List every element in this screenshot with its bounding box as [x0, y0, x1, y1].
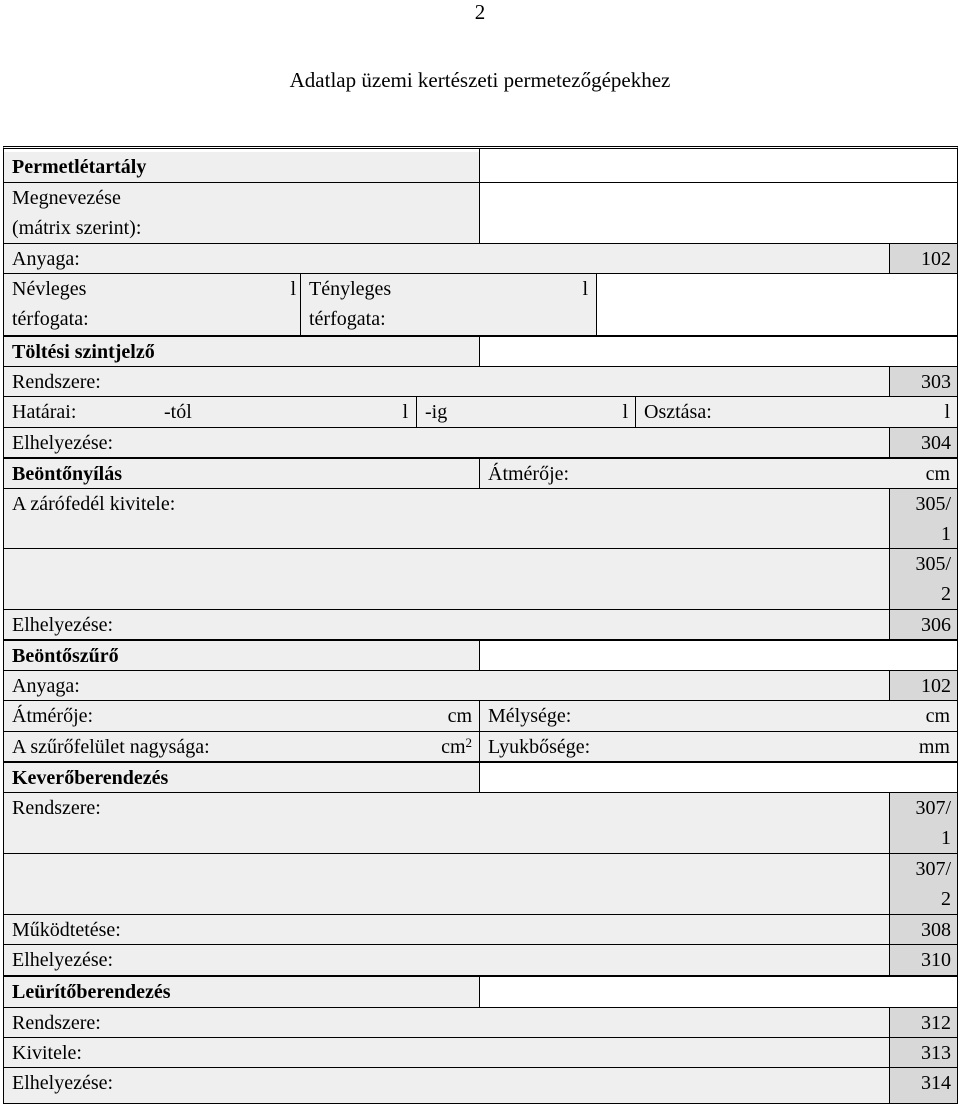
cap-design-field-2[interactable] [4, 549, 889, 609]
agitator-code2-line1: 307/ [915, 858, 951, 880]
actual-volume-unit: l [582, 278, 588, 300]
cap-design-code-2 [890, 549, 957, 609]
agitator-code1-line1: 307/ [915, 797, 951, 819]
actual-volume-field[interactable] [301, 274, 596, 335]
strainer-area-unit-base: cm [441, 736, 466, 758]
cap-design-field-1[interactable] [4, 489, 889, 548]
limits-label: Határai: [12, 401, 77, 423]
drain-design-field[interactable] [4, 1038, 889, 1067]
strainer-depth-field[interactable] [480, 701, 957, 731]
limits-to-unit: l [622, 401, 628, 423]
level-system-label: Rendszere: [12, 371, 101, 393]
agitator-drive-label: Működtetése: [12, 919, 121, 941]
tank-name-label-line1: Megnevezése [12, 187, 121, 209]
volume-empty-cell [597, 274, 957, 335]
page-number: 2 [474, 0, 486, 24]
drain-location-code: 314 [890, 1068, 957, 1103]
strainer-material-code: 102 [890, 671, 957, 700]
level-location-field[interactable] [4, 428, 889, 457]
drain-heading: Leürítőberendezés [4, 977, 479, 1007]
drain-design-code: 313 [890, 1038, 957, 1067]
nominal-volume-label-line1: Névleges [12, 278, 87, 300]
strainer-mesh-label: Lyukbősége: [488, 736, 591, 758]
cap-code2-line2: 2 [941, 583, 951, 605]
strainer-area-field[interactable] [4, 732, 479, 761]
filler-location-label: Elhelyezése: [12, 614, 114, 636]
tank-material-field[interactable] [4, 244, 889, 273]
cap-code1-line1: 305/ [915, 493, 951, 515]
agitator-location-code: 310 [890, 945, 957, 975]
strainer-area-unit-exponent: 2 [465, 735, 472, 750]
strainer-heading-field[interactable] [480, 641, 957, 670]
strainer-mesh-field[interactable] [480, 732, 957, 761]
agitator-system-code-2 [890, 854, 957, 914]
tank-heading-field[interactable] [480, 152, 956, 182]
agitator-system-code-1 [890, 793, 957, 853]
division-unit: l [944, 401, 950, 423]
strainer-material-field[interactable] [4, 671, 889, 700]
nominal-volume-label-line2: térfogata: [12, 308, 89, 330]
datasheet-form [3, 146, 958, 1104]
strainer-area-unit [414, 732, 478, 761]
strainer-depth-label: Mélysége: [488, 705, 572, 727]
drain-system-code: 312 [890, 1008, 957, 1037]
drain-heading-field[interactable] [480, 977, 957, 1007]
strainer-diameter-label: Átmérője: [12, 705, 94, 727]
level-indicator-heading: Töltési szintjelző [4, 337, 479, 366]
filler-location-field[interactable] [4, 610, 889, 639]
tank-name-label [4, 183, 479, 243]
agitator-drive-code: 308 [890, 915, 957, 944]
filler-diameter-field[interactable] [480, 459, 957, 488]
strainer-diameter-field[interactable] [4, 701, 479, 731]
drain-location-field[interactable] [4, 1068, 889, 1103]
tank-name-field[interactable] [480, 183, 956, 243]
tank-heading: Permetlétartály [4, 152, 479, 182]
cap-code1-line2: 1 [941, 523, 951, 545]
tank-name-label-line2: (mátrix szerint): [12, 217, 142, 239]
actual-volume-label-line2: térfogata: [309, 308, 386, 330]
strainer-depth-unit: cm [925, 705, 950, 727]
drain-design-label: Kivitele: [12, 1042, 82, 1064]
agitator-system-field-2[interactable] [4, 854, 889, 914]
level-location-label: Elhelyezése: [12, 432, 114, 454]
cap-design-label: A zárófedél kivitele: [12, 493, 176, 515]
nominal-volume-unit: l [290, 278, 296, 300]
level-system-code: 303 [890, 367, 957, 396]
strainer-material-label: Anyaga: [12, 675, 80, 697]
level-location-code: 304 [890, 428, 957, 457]
agitator-system-label: Rendszere: [12, 797, 101, 819]
agitator-code2-line2: 2 [941, 888, 951, 910]
tank-material-code: 102 [890, 244, 957, 273]
agitator-location-field[interactable] [4, 945, 889, 975]
drain-location-label: Elhelyezése: [12, 1072, 114, 1094]
strainer-mesh-unit: mm [918, 736, 950, 758]
filler-diameter-label: Átmérője: [488, 463, 570, 485]
nominal-volume-field[interactable] [4, 274, 300, 335]
agitator-heading-field[interactable] [480, 763, 957, 792]
filler-diameter-unit: cm [925, 463, 950, 485]
division-field[interactable] [636, 397, 957, 427]
drain-system-label: Rendszere: [12, 1012, 101, 1034]
filler-heading: Beöntőnyílás [4, 459, 479, 488]
agitator-system-field-1[interactable] [4, 793, 889, 853]
tank-material-label: Anyaga: [12, 248, 80, 270]
limits-from-unit: l [402, 401, 408, 423]
limits-from-label: -tól [164, 401, 192, 423]
strainer-diameter-unit: cm [447, 705, 472, 727]
strainer-heading: Beöntőszűrő [4, 641, 479, 670]
actual-volume-label-line1: Tényleges [309, 278, 392, 300]
drain-system-field[interactable] [4, 1008, 889, 1037]
agitator-code1-line2: 1 [941, 827, 951, 849]
level-system-field[interactable] [4, 367, 889, 396]
page-title: Adatlap üzemi kertészeti permetezőgépekhez [289, 68, 671, 92]
agitator-drive-field[interactable] [4, 915, 889, 944]
level-indicator-heading-field[interactable] [480, 337, 957, 366]
limits-to-label: -ig [425, 401, 448, 423]
strainer-area-label: A szűrőfelület nagysága: [12, 736, 210, 758]
cap-code2-line1: 305/ [915, 553, 951, 575]
agitator-heading: Keverőberendezés [4, 763, 479, 792]
cap-design-code-1 [890, 489, 957, 548]
agitator-location-label: Elhelyezése: [12, 949, 114, 971]
division-label: Osztása: [644, 401, 712, 423]
filler-location-code: 306 [890, 610, 957, 639]
